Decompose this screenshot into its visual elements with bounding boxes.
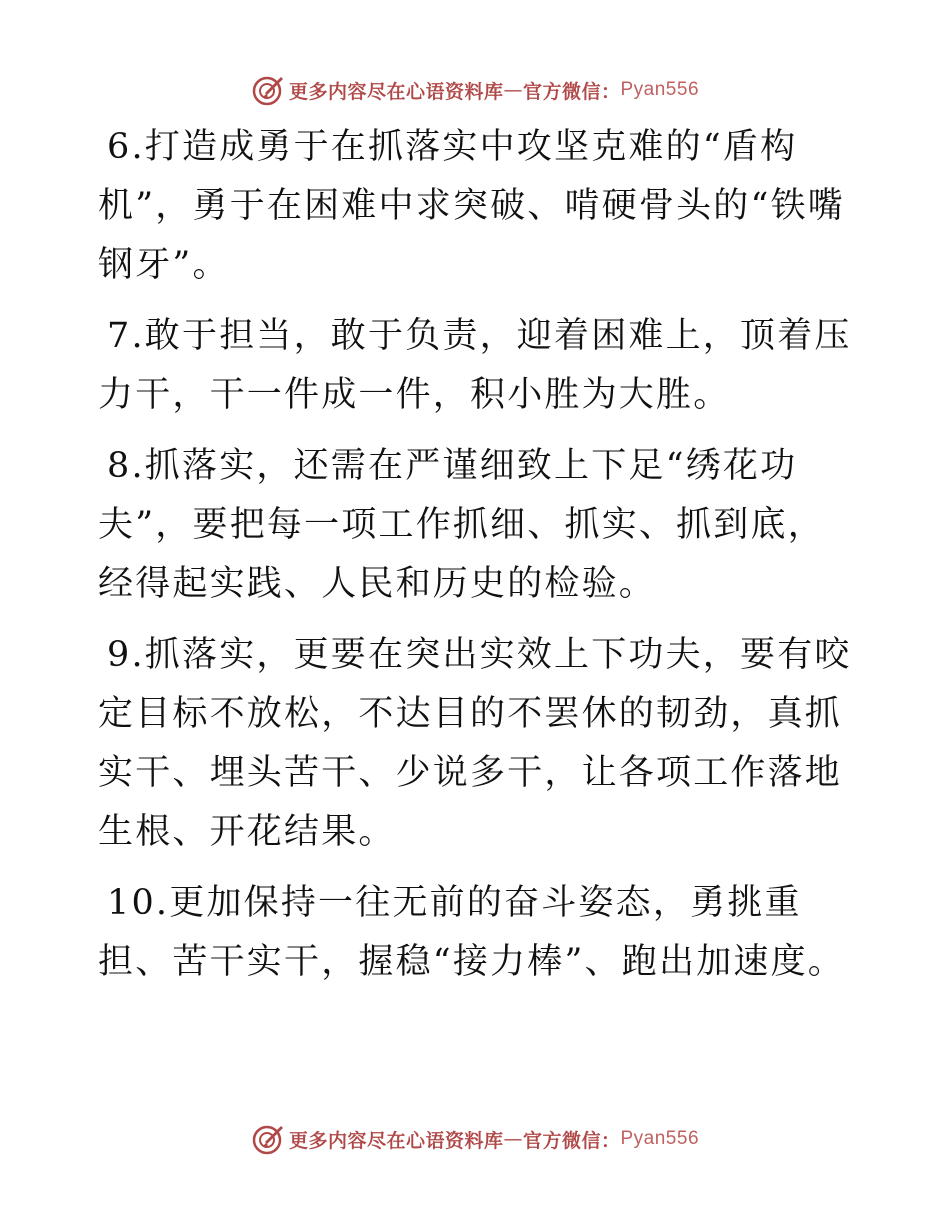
watermark-wechat-id: Pyan556 bbox=[620, 1128, 700, 1149]
watermark-separator: — bbox=[503, 1128, 523, 1150]
watermark-wechat-id: Pyan556 bbox=[620, 79, 700, 100]
watermark-label: 官方微信： bbox=[522, 80, 621, 103]
document-body bbox=[98, 118, 853, 992]
brand-logo-icon bbox=[251, 1122, 285, 1156]
watermark-main-text: 更多内容尽在心语资料库 bbox=[288, 80, 504, 103]
brand-logo-icon bbox=[251, 73, 285, 107]
footer-watermark bbox=[0, 1119, 950, 1159]
paragraph-6: 6.打造成勇于在抓落实中攻坚克难的“盾构机”，勇于在困难中求突破、啃硬骨头的“铁嘴钢牙”。 bbox=[98, 127, 845, 285]
paragraph-7: 7.敢于担当，敢于负责，迎着困难上，顶着压力干，干一件成一件，积小胜为大胜。 bbox=[98, 316, 852, 415]
watermark-label: 官方微信： bbox=[522, 1129, 621, 1152]
watermark-separator: — bbox=[503, 79, 523, 101]
paragraph-8: 8.抓落实，还需在严谨细致上下足“绣花功夫”，要把每一项工作抓细、抓实、抓到底，经得起实践、人民和历史的检验。 bbox=[98, 446, 825, 604]
watermark-main-text: 更多内容尽在心语资料库 bbox=[288, 1129, 504, 1152]
header-watermark bbox=[0, 70, 950, 110]
paragraph-9: 9.抓落实，更要在突出实效上下功夫，要有咬定目标不放松，不达目的不罢休的韧劲，真抓实干、埋头苦干、少说多干，让各项工作落地生根、开花结果。 bbox=[98, 635, 852, 852]
paragraph-10: 10.更加保持一往无前的奋斗姿态，勇挑重担、苦干实干，握稳“接力棒”、跑出加速度。 bbox=[98, 883, 845, 982]
